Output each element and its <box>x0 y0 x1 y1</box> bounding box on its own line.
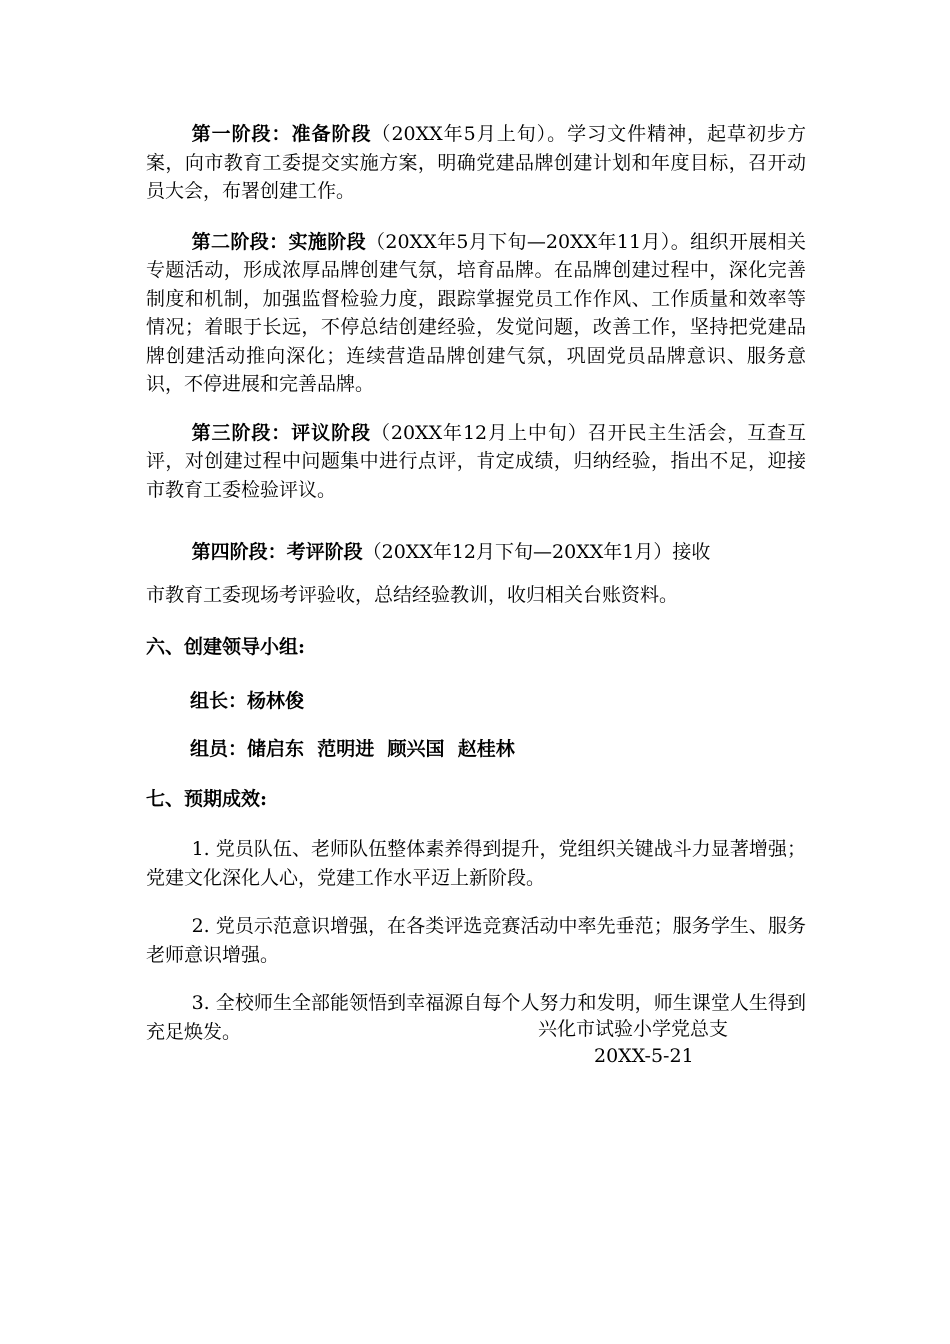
stage2-label: 第二阶段：实施阶段 <box>191 230 366 253</box>
stage2-paragraph <box>146 228 806 399</box>
group-members: 组员：储启东 范明进 顾兴国 赵桂林 <box>190 738 515 760</box>
signature-block <box>538 1016 788 1070</box>
section7-heading: 七、预期成效: <box>146 788 268 810</box>
result-item-2: 2. 党员示范意识增强，在各类评选竞赛活动中率先垂范；服务学生、服务老师意识增强。 <box>146 915 806 966</box>
signature-org: 兴化市试验小学党总支 <box>538 1018 729 1040</box>
stage4-text: （20XX年12月下旬—20XX年1月）接收 <box>362 541 711 563</box>
stage4-paragraph <box>146 538 806 567</box>
stage1-text: （20XX年5月上旬）。学习文件精神，起草初步方案，向市教育工委提交实施方案，明确党建品牌创建计划和年度目标，召开动员大会，布署创建工作。 <box>146 123 806 202</box>
stage3-label: 第三阶段：评议阶段 <box>191 421 371 444</box>
signature-date: 20XX-5-21 <box>594 1045 694 1067</box>
stage2-text: （20XX年5月下旬—20XX年11月）。组织开展相关专题活动，形成浓厚品牌创建气氛，培育品牌。在品牌创建过程中，深化完善制度和机制，加强监督检验力度，跟踪掌握党员工作作风、工作质量和效率等情况；着眼于长远，不停总结创建经验，发觉问题，改善工作，坚持把党建品牌创建活动推向深化；连续营造品牌创建气氛，巩固党员品牌意识、服务意识，不停进展和完善品牌。 <box>146 230 806 395</box>
section6-heading: 六、创建领导小组: <box>146 636 306 658</box>
stage4-continuation: 市教育工委现场考评验收，总结经验教训，收归相关台账资料。 <box>146 583 679 606</box>
result-item-1: 1. 党员队伍、老师队伍整体素养得到提升，党组织关键战斗力显著增强；党建文化深化人心，党建工作水平迈上新阶段。 <box>146 838 806 889</box>
result-item-3: 3. 全校师生全部能领悟到幸福源自每个人努力和发明，师生课堂人生得到充足焕发。 <box>146 992 806 1043</box>
stage3-paragraph <box>146 419 806 505</box>
document-body <box>146 120 806 1046</box>
stage1-label: 第一阶段：准备阶段 <box>191 123 372 145</box>
stage1-paragraph <box>146 120 806 206</box>
stage3-text: （20XX年12月上中旬）召开民主生活会，互查互评，对创建过程中问题集中进行点评，肯定成绩，归纳经验，指出不足，迎接市教育工委检验评议。 <box>146 421 806 501</box>
group-leader: 组长：杨林俊 <box>190 690 305 712</box>
stage4-label: 第四阶段：考评阶段 <box>191 541 363 563</box>
